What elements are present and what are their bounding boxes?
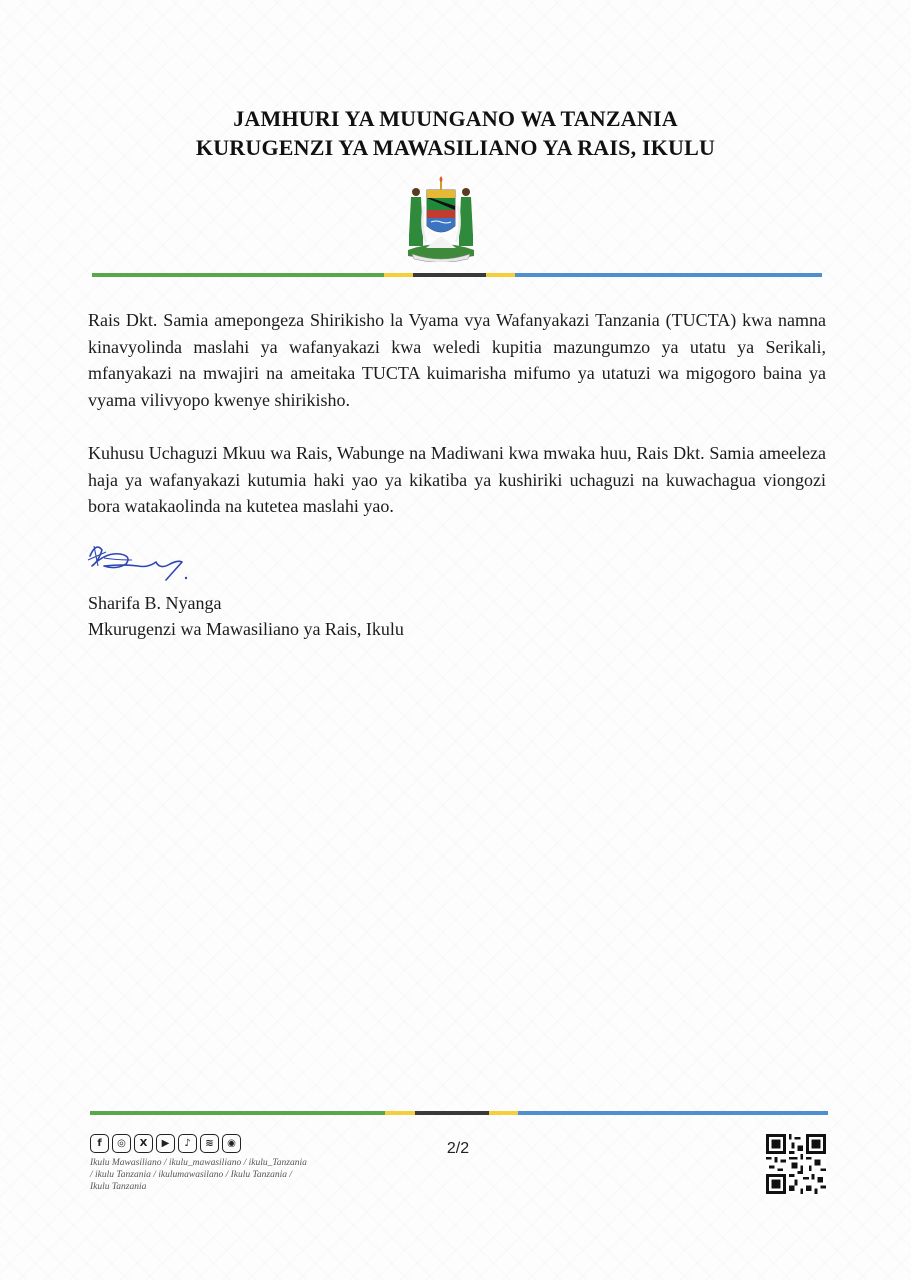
- facebook-icon[interactable]: f: [90, 1134, 109, 1153]
- signer-title: Mkurugenzi wa Mawasiliano ya Rais, Ikulu: [88, 619, 404, 639]
- coat-of-arms-icon: [396, 176, 486, 262]
- podcast-icon[interactable]: ◉: [222, 1134, 241, 1153]
- x-icon[interactable]: X: [134, 1134, 153, 1153]
- signature-image: [86, 536, 196, 588]
- tiktok-icon[interactable]: ♪: [178, 1134, 197, 1153]
- spotify-icon[interactable]: ≋: [200, 1134, 219, 1153]
- header-line-2: KURUGENZI YA MAWASILIANO YA RAIS, IKULU: [195, 135, 716, 160]
- paragraph-1: Rais Dkt. Samia amepongeza Shirikisho la Vyama vya Wafanyakazi Tanzania (TUCTA) kwa namna kinavyolinda maslahi ya wafanyakazi kwa weledi kupitia mazungumzo ya utatu ya Serikali, mfanyakazi na mwajiri na ameitaka TUCTA kuimarisha mifumo ya utatuzi wa migogoro baina ya vyama vilivyopo kwenye shirikisho.: [88, 310, 826, 410]
- top-color-rule: [92, 273, 822, 277]
- social-icons: [90, 1134, 241, 1153]
- letter-body: [88, 307, 826, 547]
- social-handles: Ikulu Mawasiliano / ikulu_mawasiliano / ikulu_Tanzania / ikulu Tanzania / ikulumawasilano / Ikulu Tanzania / Ikulu Tanzania: [90, 1158, 307, 1192]
- instagram-icon[interactable]: ◎: [112, 1134, 131, 1153]
- header-line-1: JAMHURI YA MUUNGANO WA TANZANIA: [233, 106, 678, 131]
- signer-block: [88, 590, 404, 642]
- qr-code-icon[interactable]: [766, 1134, 826, 1194]
- youtube-icon[interactable]: ▶: [156, 1134, 175, 1153]
- letterhead: [0, 104, 911, 162]
- paragraph-2: Kuhusu Uchaguzi Mkuu wa Rais, Wabunge na Madiwani kwa mwaka huu, Rais Dkt. Samia ameeleza haja ya wafanyakazi kutumia haki yao ya kikatiba ya kushiriki uchaguzi na kuwachagua viongozi bora watakaolinda na kutetea maslahi yao.: [88, 443, 826, 516]
- bottom-color-rule: [90, 1111, 828, 1115]
- page-number: 2/2: [446, 1140, 470, 1157]
- signer-name: Sharifa B. Nyanga: [88, 593, 222, 613]
